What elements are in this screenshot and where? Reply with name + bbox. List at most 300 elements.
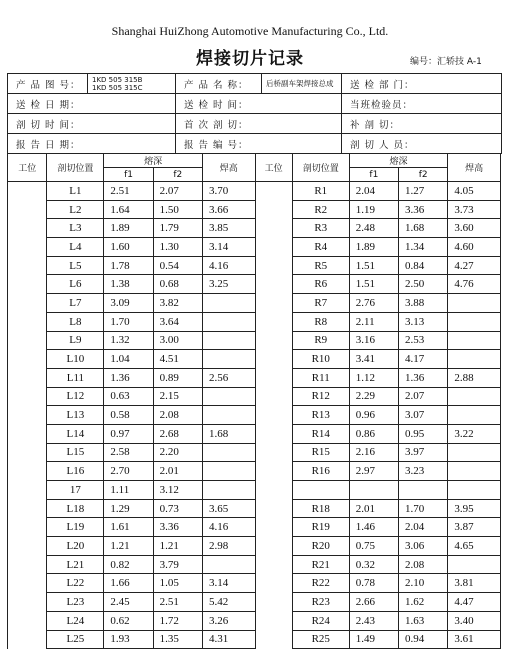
station-cell-left	[8, 406, 47, 425]
position-cell-left: L14	[47, 424, 104, 443]
inspector-label: 当班检验员：	[342, 94, 502, 114]
f2-cell-right: 1.34	[399, 238, 448, 257]
station-cell-right	[255, 574, 292, 593]
f2-cell-right: 0.84	[399, 256, 448, 275]
f2-cell-left: 3.36	[153, 518, 202, 537]
table-row	[8, 630, 501, 649]
f2-cell-left: 2.01	[153, 462, 202, 481]
f1-cell-right: 2.04	[349, 182, 398, 201]
position-cell-right: R24	[292, 611, 349, 630]
depth-header-left: 熔深	[104, 154, 203, 168]
station-cell-left	[8, 462, 47, 481]
first-cut-label: 首 次 剖 切：	[176, 114, 342, 134]
f2-cell-right: 0.94	[399, 630, 448, 649]
station-cell-left	[8, 350, 47, 369]
position-cell-left: L7	[47, 294, 104, 313]
f1-cell-right: 0.78	[349, 574, 398, 593]
height-cell-left: 3.25	[202, 275, 255, 294]
f2-cell-left: 1.72	[153, 611, 202, 630]
f1-cell-right: 0.86	[349, 424, 398, 443]
station-cell-right	[255, 275, 292, 294]
cutter-label: 剖 切 人 员：	[342, 134, 502, 154]
height-cell-right	[448, 294, 501, 313]
station-cell-right	[255, 406, 292, 425]
position-cell-left: 17	[47, 481, 104, 500]
position-cell-right: R9	[292, 331, 349, 350]
f1-cell-right: 2.66	[349, 593, 398, 612]
position-cell-right: R6	[292, 275, 349, 294]
height-cell-right	[448, 555, 501, 574]
table-row	[8, 443, 501, 462]
f2-cell-right: 1.68	[399, 219, 448, 238]
station-header-left: 工位	[8, 154, 47, 182]
position-cell-left: L23	[47, 593, 104, 612]
header-info-table	[7, 73, 502, 154]
table-row	[8, 424, 501, 443]
f2-cell-left: 2.51	[153, 593, 202, 612]
table-row	[8, 238, 501, 257]
f2-cell-right: 3.06	[399, 537, 448, 556]
height-cell-right: 2.88	[448, 368, 501, 387]
f2-header-left: f2	[153, 168, 202, 182]
position-cell-right: R18	[292, 499, 349, 518]
f2-cell-left: 1.35	[153, 630, 202, 649]
height-cell-right: 3.22	[448, 424, 501, 443]
position-cell-left: L9	[47, 331, 104, 350]
height-cell-left	[202, 406, 255, 425]
f1-cell-left: 2.58	[104, 443, 153, 462]
height-cell-right: 3.87	[448, 518, 501, 537]
f1-cell-left: 1.38	[104, 275, 153, 294]
f1-cell-right: 2.16	[349, 443, 398, 462]
table-row	[8, 200, 501, 219]
height-cell-right	[448, 462, 501, 481]
f2-cell-left: 0.89	[153, 368, 202, 387]
f2-cell-left: 3.79	[153, 555, 202, 574]
station-cell-right	[255, 555, 292, 574]
position-cell-left: L2	[47, 200, 104, 219]
f1-cell-right: 2.11	[349, 312, 398, 331]
position-cell-left: L10	[47, 350, 104, 369]
height-cell-left	[202, 555, 255, 574]
height-cell-right: 4.65	[448, 537, 501, 556]
f2-cell-right: 2.08	[399, 555, 448, 574]
station-cell-right	[255, 481, 292, 500]
station-cell-left	[8, 424, 47, 443]
station-cell-right	[255, 387, 292, 406]
height-cell-left: 2.56	[202, 368, 255, 387]
station-cell-right	[255, 294, 292, 313]
position-cell-right: R22	[292, 574, 349, 593]
f2-cell-right: 2.04	[399, 518, 448, 537]
f1-cell-right: 2.76	[349, 294, 398, 313]
part-number-label: 产 品 图 号：	[8, 74, 88, 94]
position-cell-right: R12	[292, 387, 349, 406]
station-cell-right	[255, 593, 292, 612]
f1-cell-left: 2.51	[104, 182, 153, 201]
table-row	[8, 611, 501, 630]
position-cell-left: L8	[47, 312, 104, 331]
position-cell-right: R3	[292, 219, 349, 238]
f1-cell-right: 3.16	[349, 331, 398, 350]
position-cell-right	[292, 481, 349, 500]
f2-cell-left: 1.21	[153, 537, 202, 556]
f2-cell-left: 1.79	[153, 219, 202, 238]
station-cell-left	[8, 481, 47, 500]
product-name-value: 后桥副车架焊接总成	[262, 74, 342, 94]
station-cell-left	[8, 312, 47, 331]
part-number-value: 1KD 505 315B 1KD 505 315C	[88, 74, 176, 94]
position-cell-right: R23	[292, 593, 349, 612]
height-cell-left: 3.14	[202, 238, 255, 257]
f1-cell-right: 2.43	[349, 611, 398, 630]
height-cell-right: 3.60	[448, 219, 501, 238]
table-row	[8, 518, 501, 537]
height-cell-left: 3.85	[202, 219, 255, 238]
f1-cell-right: 1.12	[349, 368, 398, 387]
position-cell-right: R25	[292, 630, 349, 649]
f2-cell-right: 3.07	[399, 406, 448, 425]
position-cell-right: R2	[292, 200, 349, 219]
position-cell-right: R21	[292, 555, 349, 574]
station-header-right: 工位	[255, 154, 292, 182]
re-cut-label: 补 剖 切：	[342, 114, 502, 134]
table-row	[8, 312, 501, 331]
f1-cell-left: 1.04	[104, 350, 153, 369]
position-cell-left: L25	[47, 630, 104, 649]
height-cell-right: 4.76	[448, 275, 501, 294]
f2-cell-left: 0.54	[153, 256, 202, 275]
height-cell-right: 4.05	[448, 182, 501, 201]
height-cell-right: 3.61	[448, 630, 501, 649]
height-cell-left	[202, 481, 255, 500]
f1-cell-right: 2.29	[349, 387, 398, 406]
f2-cell-right: 4.17	[399, 350, 448, 369]
position-cell-left: L12	[47, 387, 104, 406]
f1-cell-left: 0.82	[104, 555, 153, 574]
f2-cell-right: 3.88	[399, 294, 448, 313]
cut-time-label: 剖 切 时 间：	[8, 114, 176, 134]
height-cell-right: 4.27	[448, 256, 501, 275]
f1-cell-left: 2.45	[104, 593, 153, 612]
height-header-left: 焊高	[202, 154, 255, 182]
height-cell-right	[448, 481, 501, 500]
table-row	[8, 555, 501, 574]
table-row	[8, 574, 501, 593]
table-row	[8, 537, 501, 556]
station-cell-left	[8, 499, 47, 518]
table-row	[8, 462, 501, 481]
f2-cell-right: 1.63	[399, 611, 448, 630]
f1-cell-right: 1.19	[349, 200, 398, 219]
position-cell-right: R16	[292, 462, 349, 481]
f2-cell-left: 3.00	[153, 331, 202, 350]
f2-cell-right	[399, 481, 448, 500]
station-cell-right	[255, 537, 292, 556]
height-cell-left	[202, 462, 255, 481]
height-cell-left	[202, 387, 255, 406]
f2-cell-left: 4.51	[153, 350, 202, 369]
station-cell-right	[255, 424, 292, 443]
weld-measurement-table	[7, 153, 501, 649]
station-cell-right	[255, 611, 292, 630]
f2-cell-right: 1.70	[399, 499, 448, 518]
f2-cell-right: 2.50	[399, 275, 448, 294]
station-cell-left	[8, 593, 47, 612]
position-cell-right: R14	[292, 424, 349, 443]
position-header-right: 剖切位置	[292, 154, 349, 182]
f2-cell-right: 3.13	[399, 312, 448, 331]
position-cell-left: L24	[47, 611, 104, 630]
position-cell-right: R4	[292, 238, 349, 257]
height-cell-left	[202, 294, 255, 313]
f2-cell-left: 0.73	[153, 499, 202, 518]
depth-header-right: 熔深	[349, 154, 448, 168]
f1-cell-left: 1.60	[104, 238, 153, 257]
f1-cell-right: 1.89	[349, 238, 398, 257]
f2-cell-left: 3.64	[153, 312, 202, 331]
f2-cell-right: 2.53	[399, 331, 448, 350]
station-cell-right	[255, 518, 292, 537]
f1-cell-right: 2.48	[349, 219, 398, 238]
height-cell-right: 4.60	[448, 238, 501, 257]
height-cell-left: 4.31	[202, 630, 255, 649]
station-cell-right	[255, 368, 292, 387]
f1-cell-left: 0.63	[104, 387, 153, 406]
f1-cell-left: 1.89	[104, 219, 153, 238]
f1-cell-right: 1.49	[349, 630, 398, 649]
company-name: Shanghai HuiZhong Automotive Manufacturing Co., Ltd.	[111, 24, 389, 38]
position-cell-left: L21	[47, 555, 104, 574]
height-cell-right: 3.40	[448, 611, 501, 630]
f2-cell-right: 1.36	[399, 368, 448, 387]
f2-header-right: f2	[399, 168, 448, 182]
f1-header-right: f1	[349, 168, 398, 182]
height-header-right: 焊高	[448, 154, 501, 182]
f2-cell-left: 2.08	[153, 406, 202, 425]
position-cell-left: L18	[47, 499, 104, 518]
f2-cell-right: 3.23	[399, 462, 448, 481]
table-row	[8, 368, 501, 387]
table-row	[8, 481, 501, 500]
height-cell-right: 4.47	[448, 593, 501, 612]
station-cell-right	[255, 630, 292, 649]
station-cell-left	[8, 256, 47, 275]
f1-cell-right: 0.96	[349, 406, 398, 425]
height-cell-left	[202, 443, 255, 462]
position-cell-right: R5	[292, 256, 349, 275]
height-cell-left	[202, 331, 255, 350]
station-cell-left	[8, 275, 47, 294]
table-row	[8, 294, 501, 313]
station-cell-right	[255, 443, 292, 462]
f1-cell-right	[349, 481, 398, 500]
height-cell-left: 5.42	[202, 593, 255, 612]
height-cell-right	[448, 387, 501, 406]
station-cell-left	[8, 630, 47, 649]
product-name-label: 产 品 名 称：	[176, 74, 262, 94]
f1-cell-left: 2.70	[104, 462, 153, 481]
position-cell-left: L19	[47, 518, 104, 537]
height-cell-left: 3.14	[202, 574, 255, 593]
height-cell-right: 3.73	[448, 200, 501, 219]
f2-cell-right: 3.36	[399, 200, 448, 219]
f1-cell-left: 1.64	[104, 200, 153, 219]
position-cell-left: L13	[47, 406, 104, 425]
station-cell-left	[8, 537, 47, 556]
station-cell-left	[8, 443, 47, 462]
station-cell-left	[8, 294, 47, 313]
station-cell-left	[8, 611, 47, 630]
station-cell-right	[255, 499, 292, 518]
f2-cell-left: 1.30	[153, 238, 202, 257]
station-cell-right	[255, 312, 292, 331]
document-title: 焊接切片记录	[196, 49, 304, 69]
position-cell-right: R19	[292, 518, 349, 537]
station-cell-right	[255, 238, 292, 257]
position-cell-left: L15	[47, 443, 104, 462]
f1-cell-left: 1.36	[104, 368, 153, 387]
station-cell-right	[255, 462, 292, 481]
height-cell-left	[202, 350, 255, 369]
height-cell-right	[448, 406, 501, 425]
time-label: 送 检 时 间：	[176, 94, 342, 114]
f2-cell-left: 2.07	[153, 182, 202, 201]
height-cell-right	[448, 443, 501, 462]
f1-cell-right: 3.41	[349, 350, 398, 369]
station-cell-left	[8, 574, 47, 593]
table-row	[8, 182, 501, 201]
height-cell-left: 4.16	[202, 518, 255, 537]
position-cell-left: L20	[47, 537, 104, 556]
position-cell-left: L11	[47, 368, 104, 387]
station-cell-right	[255, 182, 292, 201]
f1-cell-left: 1.70	[104, 312, 153, 331]
f2-cell-left: 2.15	[153, 387, 202, 406]
station-cell-left	[8, 219, 47, 238]
position-cell-right: R20	[292, 537, 349, 556]
f1-cell-left: 1.66	[104, 574, 153, 593]
position-cell-right: R1	[292, 182, 349, 201]
report-date-label: 报 告 日 期：	[8, 134, 176, 154]
height-cell-left: 3.70	[202, 182, 255, 201]
station-cell-left	[8, 387, 47, 406]
station-cell-left	[8, 518, 47, 537]
f2-cell-right: 0.95	[399, 424, 448, 443]
date-label: 送 检 日 期：	[8, 94, 176, 114]
station-cell-right	[255, 219, 292, 238]
dept-label: 送 检 部 门：	[342, 74, 502, 94]
document-number: 编号：汇轿技 A-1	[410, 57, 482, 67]
f2-cell-right: 1.27	[399, 182, 448, 201]
position-cell-left: L6	[47, 275, 104, 294]
f2-cell-left: 2.20	[153, 443, 202, 462]
station-cell-right	[255, 331, 292, 350]
f2-cell-left: 0.68	[153, 275, 202, 294]
height-cell-left: 4.16	[202, 256, 255, 275]
height-cell-right	[448, 331, 501, 350]
f2-cell-right: 2.07	[399, 387, 448, 406]
f2-cell-left: 2.68	[153, 424, 202, 443]
f2-cell-right: 2.10	[399, 574, 448, 593]
height-cell-left: 3.26	[202, 611, 255, 630]
f1-cell-left: 1.78	[104, 256, 153, 275]
position-cell-left: L5	[47, 256, 104, 275]
f1-cell-right: 2.01	[349, 499, 398, 518]
f2-cell-left: 3.82	[153, 294, 202, 313]
f2-cell-right: 1.62	[399, 593, 448, 612]
position-cell-left: L16	[47, 462, 104, 481]
height-cell-left: 3.65	[202, 499, 255, 518]
f1-cell-right: 1.51	[349, 275, 398, 294]
table-row	[8, 499, 501, 518]
height-cell-left: 3.66	[202, 200, 255, 219]
f1-cell-left: 1.21	[104, 537, 153, 556]
f1-cell-right: 0.75	[349, 537, 398, 556]
f1-cell-left: 1.93	[104, 630, 153, 649]
height-cell-left	[202, 312, 255, 331]
f1-cell-left: 0.58	[104, 406, 153, 425]
station-cell-right	[255, 350, 292, 369]
f2-cell-left: 1.05	[153, 574, 202, 593]
height-cell-left: 1.68	[202, 424, 255, 443]
table-row	[8, 350, 501, 369]
f1-cell-right: 1.46	[349, 518, 398, 537]
station-cell-right	[255, 256, 292, 275]
f2-cell-right: 3.97	[399, 443, 448, 462]
height-cell-right: 3.81	[448, 574, 501, 593]
f1-cell-left: 1.11	[104, 481, 153, 500]
f1-cell-left: 1.29	[104, 499, 153, 518]
table-row	[8, 387, 501, 406]
station-cell-right	[255, 200, 292, 219]
position-cell-right: R10	[292, 350, 349, 369]
report-no-label: 报 告 编 号：	[176, 134, 342, 154]
table-row	[8, 331, 501, 350]
position-cell-right: R11	[292, 368, 349, 387]
f1-cell-left: 3.09	[104, 294, 153, 313]
f1-header-left: f1	[104, 168, 153, 182]
height-cell-right	[448, 312, 501, 331]
position-cell-right: R7	[292, 294, 349, 313]
height-cell-left: 2.98	[202, 537, 255, 556]
f1-cell-left: 0.62	[104, 611, 153, 630]
station-cell-left	[8, 368, 47, 387]
table-row	[8, 406, 501, 425]
station-cell-left	[8, 331, 47, 350]
position-header-left: 剖切位置	[47, 154, 104, 182]
position-cell-right: R15	[292, 443, 349, 462]
station-cell-left	[8, 555, 47, 574]
f1-cell-right: 2.97	[349, 462, 398, 481]
station-cell-left	[8, 238, 47, 257]
station-cell-left	[8, 182, 47, 201]
table-row	[8, 219, 501, 238]
f1-cell-right: 1.51	[349, 256, 398, 275]
position-cell-right: R13	[292, 406, 349, 425]
f1-cell-right: 0.32	[349, 555, 398, 574]
height-cell-right: 3.95	[448, 499, 501, 518]
f1-cell-left: 1.61	[104, 518, 153, 537]
table-row	[8, 256, 501, 275]
table-row	[8, 275, 501, 294]
f1-cell-left: 1.32	[104, 331, 153, 350]
position-cell-left: L3	[47, 219, 104, 238]
position-cell-left: L4	[47, 238, 104, 257]
height-cell-right	[448, 350, 501, 369]
f2-cell-left: 3.12	[153, 481, 202, 500]
position-cell-left: L22	[47, 574, 104, 593]
